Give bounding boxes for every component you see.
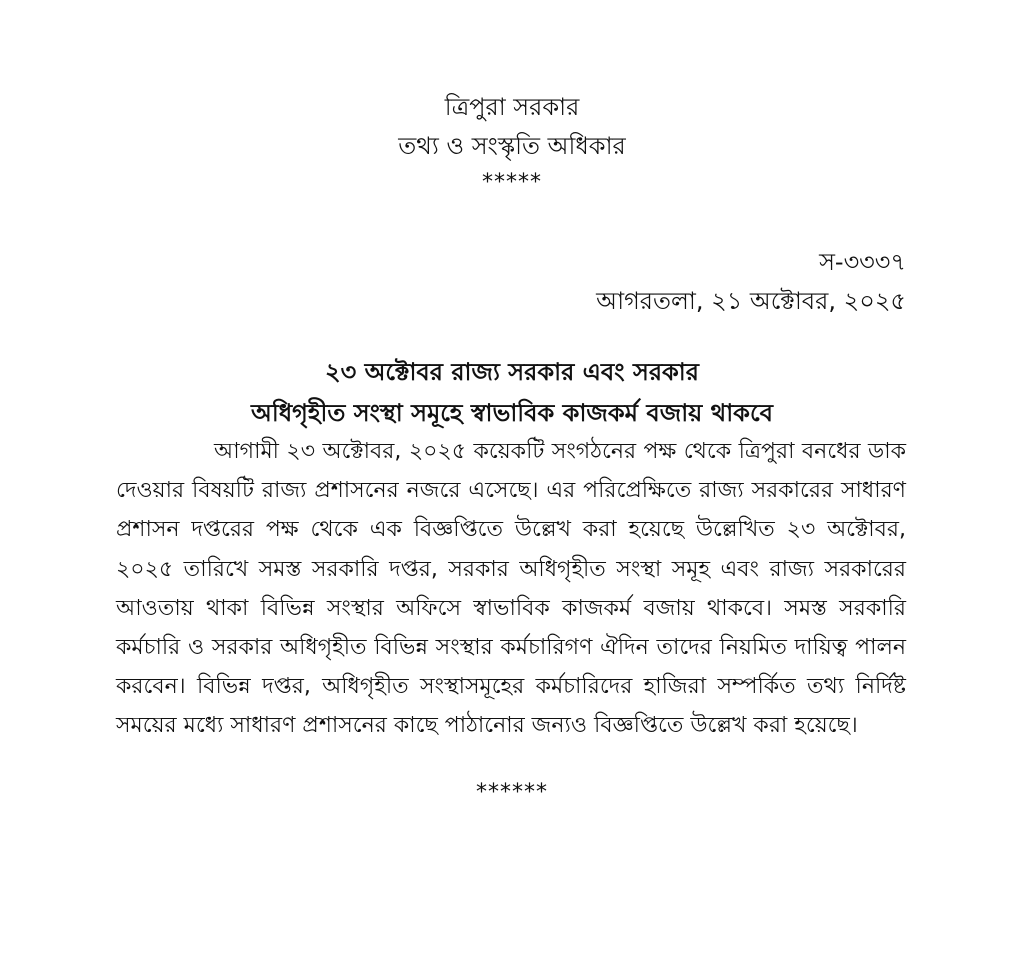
headline-line-1: ২৩ অক্টোবর রাজ্য সরকার এবং সরকার bbox=[325, 358, 699, 386]
footer-separator: ****** bbox=[476, 780, 548, 805]
header-separator: ***** bbox=[482, 170, 542, 195]
place-date: আগরতলা, ২১ অক্টোবর, ২০২৫ bbox=[596, 287, 906, 315]
government-name: ত্রিপুরা সরকার bbox=[444, 93, 580, 121]
reference-number: স-৩৩৩৭ bbox=[819, 248, 906, 276]
headline-line-2: অধিগৃহীত সংস্থা সমূহে স্বাভাবিক কাজকর্ম বজায় থাকবে bbox=[251, 399, 773, 427]
body-paragraph: আগামী ২৩ অক্টোবর, ২০২৫ কয়েকটি সংগঠনের পক্ষ থেকে ত্রিপুরা বনধের ডাক দেওয়ার বিষয়টি রাজ্য প্রশাসনের নজরে এসেছে। এর পরিপ্রেক্ষিতে রাজ্য সরকারের সাধারণ প্রশাসন দপ্তরের পক্ষ থেকে এক বিজ্ঞপ্তিতে উল্লেখ করা হয়েছে উল্লেখিত ২৩ অক্টোবর, ২০২৫ তারিখে সমস্ত সরকারি দপ্তর, সরকার অধিগৃহীত সংস্থা সমূহ এবং রাজ্য সরকারের আওতায় থাকা বিভিন্ন সংস্থার অফিসে স্বাভাবিক কাজকর্ম বজায় থাকবে। সমস্ত সরকারি কর্মচারি ও সরকার অধিগৃহীত বিভিন্ন সংস্থার কর্মচারিগণ ঐদিন তাদের নিয়মিত দায়িত্ব পালন করবেন। বিভিন্ন দপ্তর, অধিগৃহীত সংস্থাসমূহের কর্মচারিদের হাজিরা সম্পর্কিত তথ্য নির্দিষ্ট সময়ের মধ্যে সাধারণ প্রশাসনের কাছে পাঠানোর জন্যও বিজ্ঞপ্তিতে উল্লেখ করা হয়েছে। bbox=[116, 439, 906, 739]
department-name: তথ্য ও সংস্কৃতি অধিকার bbox=[398, 132, 626, 160]
